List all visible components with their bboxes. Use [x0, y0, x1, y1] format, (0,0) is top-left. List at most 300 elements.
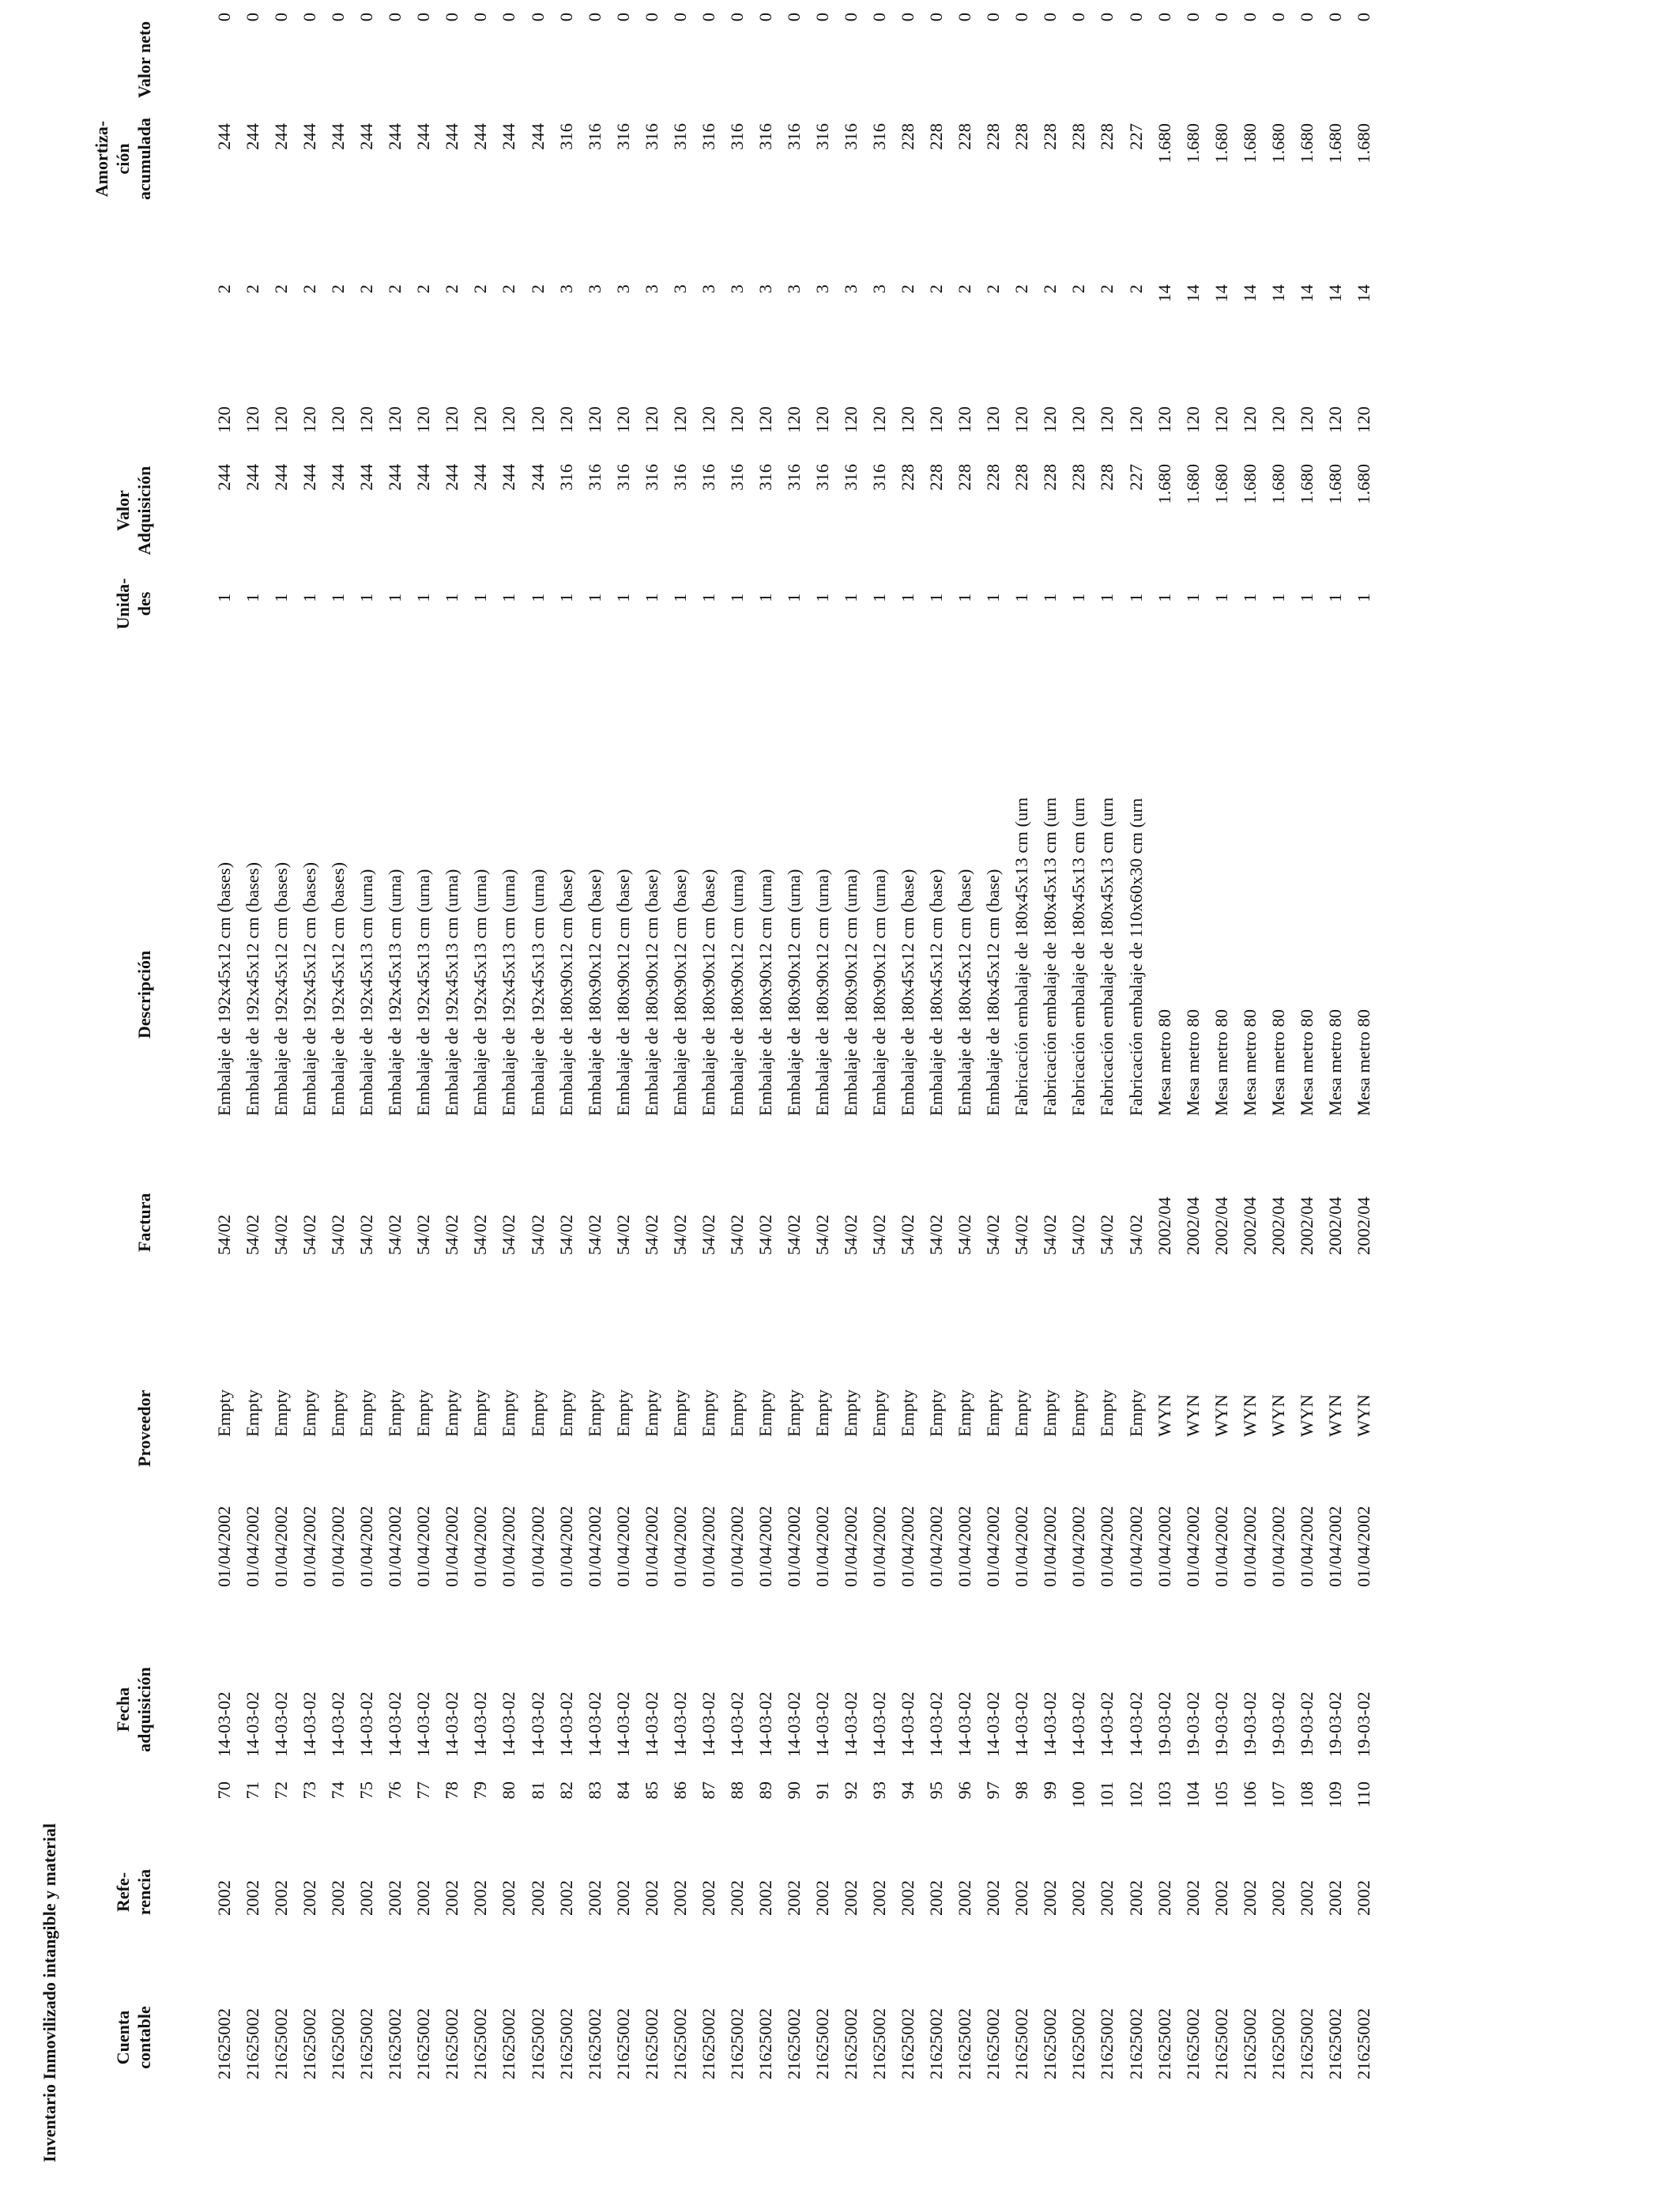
cell-unidades: 1	[926, 593, 947, 602]
cell-referencia: 2002	[612, 1880, 633, 1916]
cell-fecha: 19-03-02	[1324, 1691, 1345, 1757]
cell-fecha: 19-03-02	[1154, 1691, 1174, 1757]
header-cuenta-line2: contable	[134, 2006, 154, 2069]
cell-factura: 54/02	[698, 1214, 718, 1255]
cell-fecha-alta: 01/04/2002	[214, 1506, 234, 1587]
cell-cuenta: 21625002	[1068, 2008, 1089, 2079]
table-row	[1321, 0, 1350, 2194]
cell-amortizacion: 316	[869, 123, 890, 150]
cell-amortizacion: 316	[755, 123, 775, 150]
cell-valor-adq: 244	[470, 464, 491, 491]
cell-amortizacion: 316	[641, 123, 661, 150]
cell-descripcion: Mesa metro 80	[1268, 1009, 1288, 1116]
cell-valor-neto: 0	[413, 13, 434, 22]
page-title: Inventario Inmovilizado intangible y material	[40, 1823, 59, 2162]
cell-valor-adq: 1.680	[1324, 464, 1345, 504]
cell-amortizacion: 316	[698, 123, 718, 150]
cell-unidades: 1	[1097, 593, 1117, 602]
cell-unidades: 1	[612, 593, 633, 602]
cell-descripcion: Embalaje de 180x90x12 cm (urna)	[755, 869, 775, 1116]
cell-descripcion: Embalaje de 192x45x12 cm (bases)	[214, 861, 234, 1116]
cell-dotacion: 2	[527, 285, 548, 294]
cell-factura: 2002/04	[1211, 1197, 1231, 1255]
cell-factura: 54/02	[243, 1214, 263, 1255]
cell-valor-adq: 228	[983, 464, 1004, 491]
cell-amortizacion: 316	[726, 123, 747, 150]
cell-valor-adq: 316	[783, 464, 804, 491]
cell-valor-neto: 0	[299, 13, 320, 22]
cell-descripcion: Embalaje de 180x45x12 cm (base)	[955, 869, 975, 1116]
cell-proveedor: WYN	[1296, 1394, 1317, 1437]
cell-factura: 54/02	[612, 1214, 633, 1255]
cell-fecha-alta: 01/04/2002	[641, 1506, 661, 1587]
cell-unidades: 1	[328, 593, 348, 602]
cell-amortizacion: 244	[413, 123, 434, 150]
cell-referencia: 2002	[1097, 1880, 1117, 1916]
cell-numero: 110	[1353, 1781, 1373, 1808]
cell-valor-adq: 316	[556, 464, 576, 491]
cell-fecha: 14-03-02	[812, 1691, 832, 1757]
cell-unidades: 1	[898, 593, 918, 602]
cell-fecha-alta: 01/04/2002	[356, 1506, 377, 1587]
cell-descripcion: Embalaje de 192x45x13 cm (urna)	[356, 869, 377, 1116]
cell-amortizacion: 316	[584, 123, 605, 150]
cell-fecha: 14-03-02	[898, 1691, 918, 1757]
cell-amortizacion: 1.680	[1268, 123, 1288, 164]
cell-valor-adq: 244	[356, 464, 377, 491]
cell-factura: 54/02	[356, 1214, 377, 1255]
cell-cuenta: 21625002	[869, 2008, 890, 2079]
cell-cuenta: 21625002	[983, 2008, 1004, 2079]
cell-valor-neto: 0	[612, 13, 633, 22]
table-row	[524, 0, 552, 2194]
cell-valor-neto: 0	[812, 13, 832, 22]
cell-cuenta: 21625002	[499, 2008, 519, 2079]
table-row	[381, 0, 409, 2194]
cell-factura: 54/02	[869, 1214, 890, 1255]
cell-cuenta: 21625002	[783, 2008, 804, 2079]
cell-descripcion: Fabricación embalaje de 180x45x13 cm (urn	[1068, 797, 1089, 1116]
cell-dotacion: 2	[328, 285, 348, 294]
cell-referencia: 2002	[584, 1880, 605, 1916]
cell-valor-neto: 0	[669, 13, 690, 22]
cell-vida-util: 120	[328, 406, 348, 433]
cell-numero: 88	[726, 1781, 747, 1800]
cell-cuenta: 21625002	[442, 2008, 462, 2079]
cell-numero: 80	[499, 1781, 519, 1800]
cell-proveedor: Empty	[926, 1389, 947, 1437]
header-referencia-line1: Refe-	[113, 1872, 133, 1913]
cell-proveedor: Empty	[869, 1389, 890, 1437]
table-row	[409, 0, 438, 2194]
cell-valor-neto: 0	[755, 13, 775, 22]
cell-factura: 54/02	[955, 1214, 975, 1255]
table-row	[1207, 0, 1236, 2194]
cell-descripcion: Embalaje de 192x45x12 cm (bases)	[243, 861, 263, 1116]
cell-numero: 97	[983, 1781, 1004, 1800]
cell-fecha: 14-03-02	[1068, 1691, 1089, 1757]
cell-vida-util: 120	[299, 406, 320, 433]
cell-referencia: 2002	[299, 1880, 320, 1916]
cell-valor-neto: 0	[1125, 13, 1146, 22]
cell-dotacion: 2	[413, 285, 434, 294]
cell-factura: 54/02	[413, 1214, 434, 1255]
cell-fecha: 14-03-02	[612, 1691, 633, 1757]
cell-descripcion: Embalaje de 180x90x12 cm (urna)	[841, 869, 861, 1116]
cell-referencia: 2002	[698, 1880, 718, 1916]
cell-factura: 54/02	[1068, 1214, 1089, 1255]
cell-vida-util: 120	[898, 406, 918, 433]
table-row	[1350, 0, 1378, 2194]
cell-valor-adq: 228	[926, 464, 947, 491]
cell-referencia: 2002	[755, 1880, 775, 1916]
cell-descripcion: Embalaje de 192x45x13 cm (urna)	[385, 869, 405, 1116]
cell-unidades: 1	[442, 593, 462, 602]
cell-descripcion: Embalaje de 180x45x12 cm (base)	[983, 869, 1004, 1116]
cell-numero: 106	[1239, 1781, 1260, 1808]
cell-valor-neto: 0	[1296, 13, 1317, 22]
cell-unidades: 1	[1011, 593, 1032, 602]
cell-vida-util: 120	[1125, 406, 1146, 433]
table-row	[1064, 0, 1093, 2194]
cell-factura: 54/02	[726, 1214, 747, 1255]
cell-fecha: 14-03-02	[926, 1691, 947, 1757]
cell-referencia: 2002	[1296, 1880, 1317, 1916]
cell-valor-neto: 0	[356, 13, 377, 22]
cell-descripcion: Embalaje de 192x45x13 cm (urna)	[499, 869, 519, 1116]
cell-vida-util: 120	[669, 406, 690, 433]
cell-fecha: 19-03-02	[1239, 1691, 1260, 1757]
cell-proveedor: Empty	[385, 1389, 405, 1437]
cell-descripcion: Embalaje de 192x45x13 cm (urna)	[413, 869, 434, 1116]
cell-fecha-alta: 01/04/2002	[726, 1506, 747, 1587]
cell-proveedor: Empty	[584, 1389, 605, 1437]
cell-valor-adq: 316	[726, 464, 747, 491]
cell-dotacion: 2	[499, 285, 519, 294]
cell-valor-neto: 0	[1040, 13, 1060, 22]
header-unidades	[112, 564, 155, 643]
cell-fecha-alta: 01/04/2002	[1097, 1506, 1117, 1587]
table-row	[1122, 0, 1151, 2194]
cell-proveedor: Empty	[755, 1389, 775, 1437]
cell-unidades: 1	[527, 593, 548, 602]
cell-valor-adq: 316	[755, 464, 775, 491]
cell-vida-util: 120	[1211, 406, 1231, 433]
cell-vida-util: 120	[1097, 406, 1117, 433]
table-row	[438, 0, 466, 2194]
cell-vida-util: 120	[698, 406, 718, 433]
cell-factura: 54/02	[1040, 1214, 1060, 1255]
cell-numero: 102	[1125, 1781, 1146, 1808]
cell-amortizacion: 244	[299, 123, 320, 150]
cell-proveedor: Empty	[898, 1389, 918, 1437]
cell-proveedor: Empty	[1011, 1389, 1032, 1437]
cell-dotacion: 3	[783, 285, 804, 294]
cell-proveedor: WYN	[1211, 1394, 1231, 1437]
cell-cuenta: 21625002	[726, 2008, 747, 2079]
cell-fecha-alta: 01/04/2002	[898, 1506, 918, 1587]
cell-cuenta: 21625002	[299, 2008, 320, 2079]
cell-numero: 108	[1296, 1781, 1317, 1808]
cell-unidades: 1	[299, 593, 320, 602]
cell-vida-util: 120	[527, 406, 548, 433]
cell-unidades: 1	[1296, 593, 1317, 602]
cell-valor-adq: 244	[527, 464, 548, 491]
cell-fecha-alta: 01/04/2002	[328, 1506, 348, 1587]
cell-fecha-alta: 01/04/2002	[1125, 1506, 1146, 1587]
cell-vida-util: 120	[926, 406, 947, 433]
cell-fecha: 14-03-02	[470, 1691, 491, 1757]
cell-vida-util: 120	[1068, 406, 1089, 433]
cell-referencia: 2002	[955, 1880, 975, 1916]
cell-fecha-alta: 01/04/2002	[612, 1506, 633, 1587]
cell-vida-util: 120	[1011, 406, 1032, 433]
cell-referencia: 2002	[1239, 1880, 1260, 1916]
cell-dotacion: 3	[726, 285, 747, 294]
cell-descripcion: Embalaje de 192x45x12 cm (bases)	[299, 861, 320, 1116]
cell-vida-util: 120	[983, 406, 1004, 433]
cell-descripcion: Embalaje de 180x90x12 cm (urna)	[726, 869, 747, 1116]
table-row	[979, 0, 1008, 2194]
cell-numero: 83	[584, 1781, 605, 1800]
cell-proveedor: WYN	[1353, 1394, 1373, 1437]
cell-fecha-alta: 01/04/2002	[1011, 1506, 1032, 1587]
cell-vida-util: 120	[1324, 406, 1345, 433]
cell-descripcion: Embalaje de 180x90x12 cm (base)	[669, 869, 690, 1116]
header-amortizacion-line2: ción	[113, 143, 133, 175]
cell-descripcion: Embalaje de 180x45x12 cm (base)	[898, 869, 918, 1116]
cell-valor-neto: 0	[1211, 13, 1231, 22]
cell-numero: 78	[442, 1781, 462, 1800]
header-amortizacion-line1: Amortiza-	[92, 120, 111, 198]
cell-cuenta: 21625002	[1182, 2008, 1203, 2079]
cell-amortizacion: 244	[527, 123, 548, 150]
cell-referencia: 2002	[1211, 1880, 1231, 1916]
cell-referencia: 2002	[328, 1880, 348, 1916]
cell-referencia: 2002	[898, 1880, 918, 1916]
cell-valor-adq: 316	[698, 464, 718, 491]
cell-unidades: 1	[812, 593, 832, 602]
cell-fecha-alta: 01/04/2002	[669, 1506, 690, 1587]
cell-dotacion: 2	[243, 285, 263, 294]
cell-valor-neto: 0	[1068, 13, 1089, 22]
cell-numero: 87	[698, 1781, 718, 1800]
cell-factura: 54/02	[1125, 1214, 1146, 1255]
cell-descripcion: Fabricación embalaje de 180x45x13 cm (urn	[1097, 797, 1117, 1116]
cell-fecha-alta: 01/04/2002	[385, 1506, 405, 1587]
cell-unidades: 1	[1268, 593, 1288, 602]
cell-amortizacion: 244	[328, 123, 348, 150]
table-row	[210, 0, 239, 2194]
cell-proveedor: Empty	[955, 1389, 975, 1437]
cell-vida-util: 120	[812, 406, 832, 433]
cell-fecha: 19-03-02	[1268, 1691, 1288, 1757]
cell-valor-adq: 316	[612, 464, 633, 491]
cell-fecha: 14-03-02	[356, 1691, 377, 1757]
cell-unidades: 1	[1154, 593, 1174, 602]
cell-descripcion: Embalaje de 180x90x12 cm (base)	[698, 869, 718, 1116]
cell-referencia: 2002	[499, 1880, 519, 1916]
cell-valor-neto: 0	[641, 13, 661, 22]
table-row	[1036, 0, 1064, 2194]
table-row	[495, 0, 523, 2194]
cell-proveedor: Empty	[669, 1389, 690, 1437]
cell-descripcion: Embalaje de 192x45x13 cm (urna)	[442, 869, 462, 1116]
cell-fecha: 14-03-02	[755, 1691, 775, 1757]
cell-fecha: 14-03-02	[726, 1691, 747, 1757]
table-row	[352, 0, 381, 2194]
cell-dotacion: 2	[983, 285, 1004, 294]
cell-factura: 54/02	[328, 1214, 348, 1255]
header-descripcion-label: Descripción	[134, 950, 154, 1039]
cell-valor-neto: 0	[955, 13, 975, 22]
header-referencia-line2: rencia	[134, 1868, 154, 1916]
cell-unidades: 1	[1068, 593, 1089, 602]
cell-unidades: 1	[1239, 593, 1260, 602]
cell-valor-adq: 1.680	[1211, 464, 1231, 504]
cell-numero: 85	[641, 1781, 661, 1800]
cell-fecha-alta: 01/04/2002	[1040, 1506, 1060, 1587]
cell-proveedor: Empty	[214, 1389, 234, 1437]
cell-fecha: 14-03-02	[669, 1691, 690, 1757]
cell-valor-adq: 1.680	[1268, 464, 1288, 504]
cell-amortizacion: 228	[955, 123, 975, 150]
cell-fecha-alta: 01/04/2002	[527, 1506, 548, 1587]
cell-numero: 76	[385, 1781, 405, 1800]
cell-fecha: 14-03-02	[442, 1691, 462, 1757]
cell-factura: 54/02	[527, 1214, 548, 1255]
cell-proveedor: Empty	[698, 1389, 718, 1437]
cell-dotacion: 2	[470, 285, 491, 294]
cell-unidades: 1	[356, 593, 377, 602]
cell-proveedor: Empty	[328, 1389, 348, 1437]
cell-cuenta: 21625002	[1154, 2008, 1174, 2079]
cell-fecha: 19-03-02	[1182, 1691, 1203, 1757]
cell-vida-util: 120	[1154, 406, 1174, 433]
cell-valor-neto: 0	[442, 13, 462, 22]
cell-fecha: 14-03-02	[1040, 1691, 1060, 1757]
cell-amortizacion: 1.680	[1239, 123, 1260, 164]
cell-cuenta: 21625002	[328, 2008, 348, 2079]
cell-amortizacion: 244	[271, 123, 292, 150]
cell-valor-adq: 316	[641, 464, 661, 491]
cell-dotacion: 2	[955, 285, 975, 294]
header-amortizacion-line3: acumulada	[134, 118, 154, 200]
cell-valor-neto: 0	[527, 13, 548, 22]
cell-cuenta: 21625002	[841, 2008, 861, 2079]
cell-unidades: 1	[841, 593, 861, 602]
cell-vida-util: 120	[271, 406, 292, 433]
table-row	[894, 0, 922, 2194]
cell-unidades: 1	[698, 593, 718, 602]
cell-valor-neto: 0	[271, 13, 292, 22]
cell-descripcion: Fabricación embalaje de 180x45x13 cm (urn	[1040, 797, 1060, 1116]
cell-factura: 54/02	[898, 1214, 918, 1255]
cell-fecha-alta: 01/04/2002	[299, 1506, 320, 1587]
cell-dotacion: 2	[1068, 285, 1089, 294]
table-row	[1236, 0, 1264, 2194]
cell-proveedor: WYN	[1239, 1394, 1260, 1437]
cell-dotacion: 2	[1097, 285, 1117, 294]
cell-fecha: 14-03-02	[1011, 1691, 1032, 1757]
cell-vida-util: 120	[214, 406, 234, 433]
cell-unidades: 1	[1182, 593, 1203, 602]
cell-vida-util: 120	[1040, 406, 1060, 433]
cell-descripcion: Mesa metro 80	[1296, 1009, 1317, 1116]
cell-proveedor: Empty	[499, 1389, 519, 1437]
cell-numero: 109	[1324, 1781, 1345, 1808]
cell-numero: 71	[243, 1781, 263, 1800]
cell-proveedor: Empty	[726, 1389, 747, 1437]
cell-vida-util: 120	[1296, 406, 1317, 433]
cell-fecha-alta: 01/04/2002	[1211, 1506, 1231, 1587]
cell-proveedor: Empty	[983, 1389, 1004, 1437]
header-cuenta	[112, 1982, 155, 2093]
cell-referencia: 2002	[527, 1880, 548, 1916]
cell-cuenta: 21625002	[271, 2008, 292, 2079]
cell-numero: 74	[328, 1781, 348, 1800]
cell-fecha: 14-03-02	[955, 1691, 975, 1757]
cell-numero: 72	[271, 1781, 292, 1800]
cell-cuenta: 21625002	[1125, 2008, 1146, 2079]
cell-valor-neto: 0	[983, 13, 1004, 22]
cell-descripcion: Mesa metro 80	[1211, 1009, 1231, 1116]
cell-referencia: 2002	[1324, 1880, 1345, 1916]
cell-vida-util: 120	[356, 406, 377, 433]
cell-vida-util: 120	[1268, 406, 1288, 433]
cell-numero: 100	[1068, 1781, 1089, 1808]
cell-valor-adq: 244	[271, 464, 292, 491]
cell-cuenta: 21625002	[1040, 2008, 1060, 2079]
cell-dotacion: 3	[669, 285, 690, 294]
cell-cuenta: 21625002	[898, 2008, 918, 2079]
cell-descripcion: Embalaje de 180x45x12 cm (base)	[926, 869, 947, 1116]
cell-dotacion: 14	[1211, 285, 1231, 303]
table-row	[552, 0, 581, 2194]
table-row	[1264, 0, 1293, 2194]
table-row	[609, 0, 638, 2194]
header-cuenta-line1: Cuenta	[113, 2010, 133, 2065]
cell-valor-adq: 316	[869, 464, 890, 491]
cell-fecha-alta: 01/04/2002	[556, 1506, 576, 1587]
header-referencia	[112, 1853, 155, 1932]
table-row	[1008, 0, 1036, 2194]
cell-cuenta: 21625002	[1296, 2008, 1317, 2079]
cell-valor-adq: 228	[1068, 464, 1089, 491]
cell-numero: 96	[955, 1781, 975, 1800]
cell-numero: 73	[299, 1781, 320, 1800]
cell-amortizacion: 244	[470, 123, 491, 150]
cell-valor-adq: 1.680	[1154, 464, 1174, 504]
cell-factura: 54/02	[299, 1214, 320, 1255]
table-row	[1093, 0, 1121, 2194]
cell-dotacion: 2	[385, 285, 405, 294]
cell-valor-adq: 228	[898, 464, 918, 491]
cell-dotacion: 3	[869, 285, 890, 294]
cell-cuenta: 21625002	[470, 2008, 491, 2079]
cell-unidades: 1	[1125, 593, 1146, 602]
table-row	[324, 0, 352, 2194]
cell-proveedor: Empty	[442, 1389, 462, 1437]
cell-referencia: 2002	[442, 1880, 462, 1916]
cell-referencia: 2002	[1353, 1880, 1373, 1916]
cell-proveedor: Empty	[1097, 1389, 1117, 1437]
cell-numero: 105	[1211, 1781, 1231, 1808]
table-row	[1151, 0, 1179, 2194]
table-row	[780, 0, 808, 2194]
cell-referencia: 2002	[841, 1880, 861, 1916]
cell-proveedor: Empty	[271, 1389, 292, 1437]
